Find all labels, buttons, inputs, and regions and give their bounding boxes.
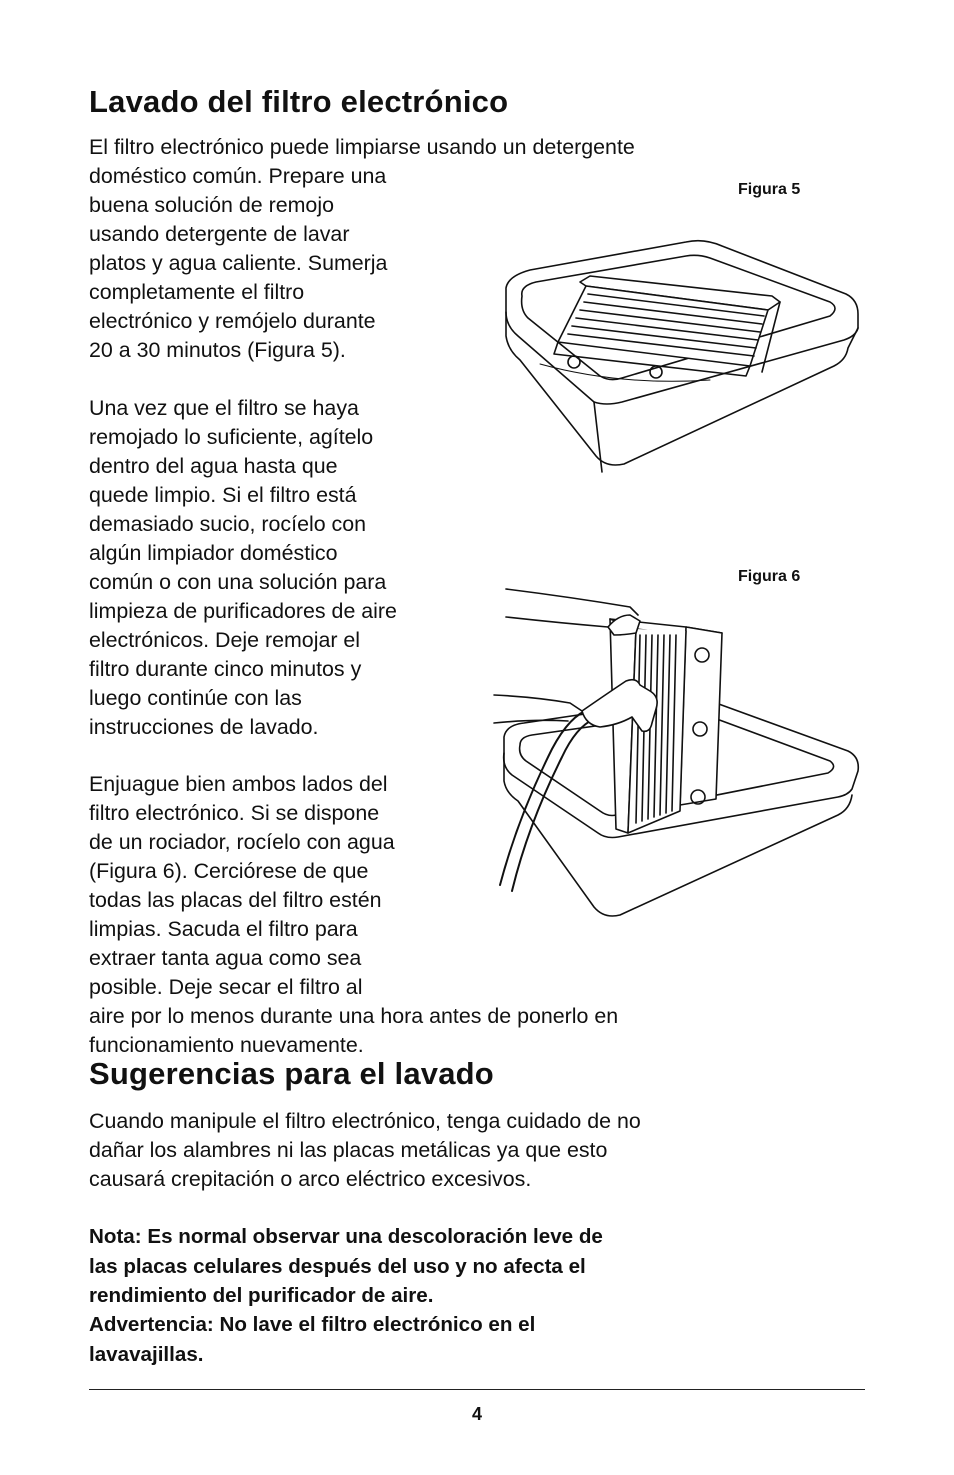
- text-line: algún limpiador doméstico: [89, 541, 338, 565]
- text-line: buena solución de remojo: [89, 193, 334, 217]
- text-line: dentro del agua hasta que: [89, 454, 338, 478]
- text-line: causará crepitación o arco eléctrico excesivos.: [89, 1167, 532, 1191]
- text-line: filtro electrónico. Si se dispone: [89, 801, 380, 825]
- note-discoloration: [89, 1222, 603, 1311]
- text-line: funcionamiento nuevamente.: [89, 1033, 364, 1057]
- text-line: Advertencia: No lave el filtro electrónico en el: [89, 1313, 536, 1336]
- text-line: Cuando manipule el filtro electrónico, tenga cuidado de no: [89, 1109, 641, 1133]
- text-line: aire por lo menos durante una hora antes de ponerlo en: [89, 1004, 619, 1028]
- text-line: dañar los alambres ni las placas metálicas ya que esto: [89, 1138, 608, 1162]
- figure-5-label: Figura 5: [738, 181, 801, 198]
- text-line: quede limpio. Si el filtro está: [89, 483, 357, 507]
- text-line: rendimiento del purificador de aire.: [89, 1284, 434, 1307]
- text-line: limpias. Sacuda el filtro para: [89, 917, 358, 941]
- text-line: Enjuague bien ambos lados del: [89, 772, 388, 796]
- text-line: usando detergente de lavar: [89, 222, 350, 246]
- text-line: Nota: Es normal observar una descoloración leve de: [89, 1225, 603, 1248]
- text-line: todas las placas del filtro estén: [89, 888, 382, 912]
- text-line: las placas celulares después del uso y no afecta el: [89, 1254, 586, 1278]
- text-line: posible. Deje secar el filtro al: [89, 975, 363, 999]
- text-line: luego continúe con las: [89, 686, 302, 710]
- figure-5-illustration: [500, 236, 862, 476]
- text-line: 20 a 30 minutos (Figura 5).: [89, 338, 346, 362]
- text-line: común o con una solución para: [89, 570, 387, 594]
- page-number: 4: [471, 1404, 482, 1424]
- text-line: El filtro electrónico puede limpiarse usando un detergente: [89, 135, 635, 159]
- text-line: Una vez que el filtro se haya: [89, 396, 359, 420]
- paragraph-agitate: [89, 394, 397, 742]
- text-line: (Figura 6). Cerciórese de que: [89, 859, 369, 883]
- text-line: completamente el filtro: [89, 280, 305, 304]
- figure-6-illustration: [490, 585, 862, 920]
- warning-dishwasher: [89, 1310, 535, 1369]
- footer-divider: [89, 1389, 865, 1390]
- text-line: lavavajillas.: [89, 1342, 204, 1366]
- section-title-tips: Sugerencias para el lavado: [89, 1056, 494, 1091]
- section-title-washing: Lavado del filtro electrónico: [89, 84, 509, 119]
- text-line: de un rociador, rocíelo con agua: [89, 830, 395, 854]
- figure-6-label: Figura 6: [738, 568, 801, 585]
- paragraph-handling: [89, 1107, 641, 1194]
- text-line: limpieza de purificadores de aire: [89, 599, 397, 623]
- text-line: remojado lo suficiente, agítelo: [89, 425, 374, 449]
- text-line: demasiado sucio, rocíelo con: [89, 512, 367, 536]
- text-line: doméstico común. Prepare una: [89, 164, 387, 188]
- text-line: instrucciones de lavado.: [89, 715, 319, 739]
- text-line: filtro durante cinco minutos y: [89, 657, 362, 681]
- text-line: extraer tanta agua como sea: [89, 946, 362, 970]
- text-line: electrónico y remójelo durante: [89, 309, 376, 333]
- text-line: platos y agua caliente. Sumerja: [89, 251, 388, 275]
- text-line: electrónicos. Deje remojar el: [89, 628, 361, 652]
